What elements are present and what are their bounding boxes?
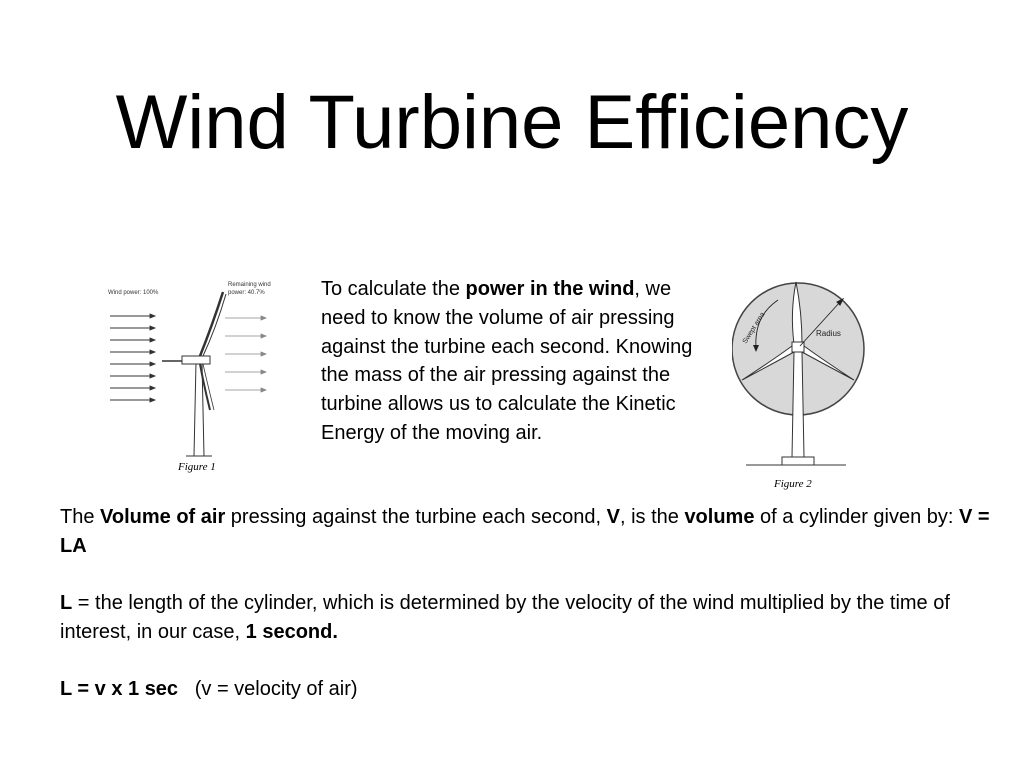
intro-bold-power-in-wind: power in the wind: [465, 278, 635, 300]
figure-2-caption: Figure 2: [774, 478, 812, 490]
volume-text-2: pressing against the turbine each second,: [225, 506, 607, 528]
intro-paragraph: [321, 275, 701, 448]
volume-bold-volume: volume: [684, 506, 755, 528]
remaining-power-label-line1: Remaining wind: [228, 282, 271, 288]
intro-text-1: To calculate the: [321, 278, 466, 300]
length-text: = the length of the cylinder, which is determined by the velocity of the wind multiplied by the time of interest, in our case,: [60, 592, 950, 643]
remaining-power-label-line2: power: 40.7%: [228, 290, 265, 296]
turbine-side: [162, 292, 226, 456]
radius-label: Radius: [816, 329, 841, 338]
length-bold-one-second: 1 second.: [245, 620, 338, 643]
length-formula: L = v x 1 sec: [60, 678, 179, 700]
volume-text-3: , is the: [619, 506, 685, 528]
length-formula-paragraph: [60, 675, 1000, 704]
volume-formula: V = LA: [60, 506, 990, 557]
slide-title: Wind Turbine Efficiency: [115, 80, 909, 165]
volume-text-1: The: [60, 506, 101, 528]
wind-power-label: Wind power: 100%: [108, 290, 159, 296]
length-definition-paragraph: [60, 589, 1000, 647]
outgoing-wind-arrows: [225, 316, 266, 392]
volume-paragraph: [60, 503, 1000, 561]
length-bold-l: L: [60, 592, 73, 614]
volume-bold-volume-of-air: Volume of air: [100, 506, 226, 528]
volume-bold-v: V: [606, 506, 620, 528]
incoming-wind-arrows: [110, 314, 155, 402]
figure-1-caption: Figure 1: [178, 461, 216, 473]
figure-1-turbine-side-view: [100, 276, 290, 476]
swept-area-label: Swept area: [741, 311, 767, 346]
velocity-note: (v = velocity of air): [178, 678, 358, 700]
figure-2-turbine-front-view: [732, 272, 872, 494]
volume-text-4: of a cylinder given by:: [754, 506, 960, 528]
intro-text-2: , we need to know the volume of air pressing against the turbine each second. Knowing the mass of the air pressing against the turbine allows us to calculate the Kinetic Energy of the moving air.: [321, 278, 693, 444]
